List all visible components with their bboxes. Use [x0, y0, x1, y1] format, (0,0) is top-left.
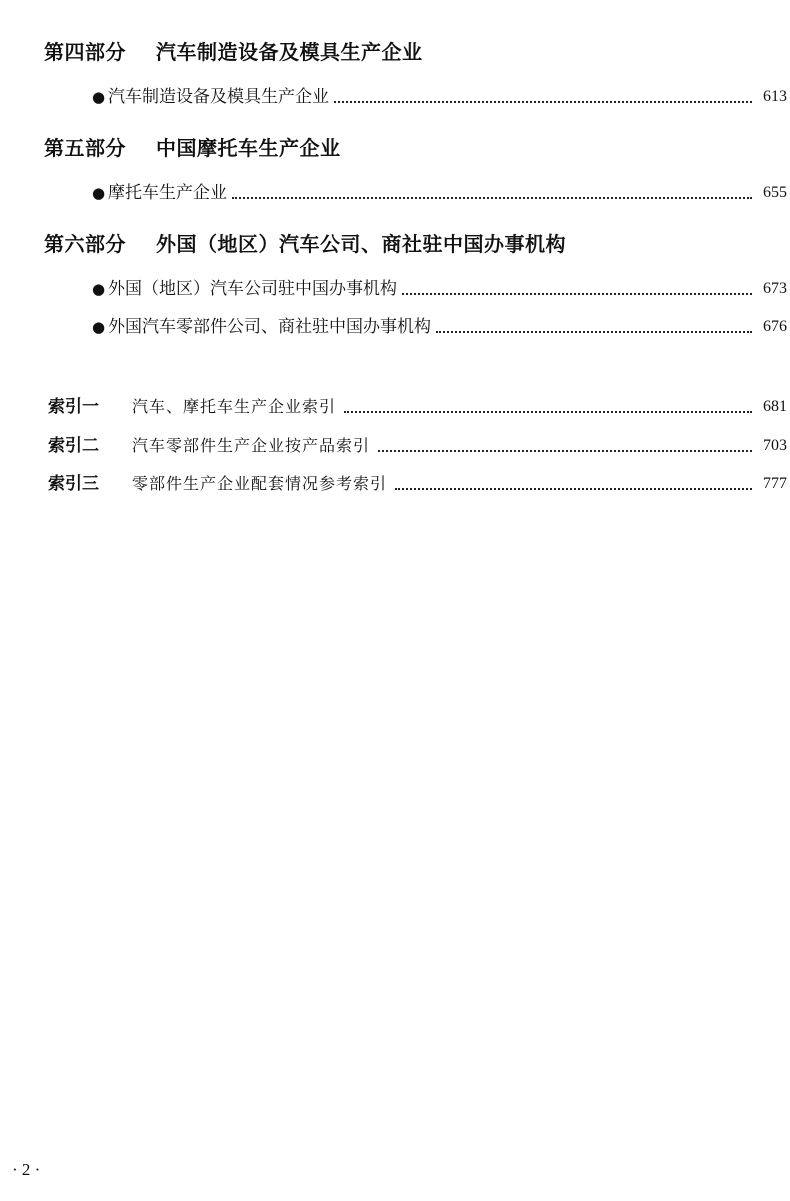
bullet-icon: ● [92, 88, 106, 106]
part-title: 外国（地区）汽车公司、商社驻中国办事机构 [156, 232, 566, 256]
index-entry-1[interactable] [48, 394, 787, 418]
toc-entry-label: 外国（地区）汽车公司驻中国办事机构 [108, 279, 397, 299]
index-page-number: 777 [763, 475, 787, 492]
toc-page-number: 673 [763, 280, 787, 297]
dot-leader [395, 488, 752, 490]
dot-leader [402, 293, 752, 295]
toc-entry-label: 汽车制造设备及模具生产企业 [108, 87, 329, 107]
toc-page-number: 613 [763, 88, 787, 105]
toc-entry[interactable] [92, 276, 787, 300]
index-entry-3[interactable] [48, 471, 787, 495]
bullet-icon: ● [92, 184, 106, 202]
toc-page-number: 655 [763, 184, 787, 201]
index-label: 汽车零部件生产企业按产品索引 [132, 436, 371, 455]
bullet-icon: ● [92, 318, 106, 336]
part-number: 第四部分 [44, 40, 126, 64]
toc-entry-label: 摩托车生产企业 [108, 183, 227, 203]
dot-leader [344, 411, 752, 413]
toc-entry[interactable] [92, 84, 787, 108]
bullet-icon: ● [92, 280, 106, 298]
dot-leader [436, 331, 752, 333]
index-label: 汽车、摩托车生产企业索引 [132, 397, 337, 416]
dot-leader [334, 101, 752, 103]
part-title: 汽车制造设备及模具生产企业 [156, 40, 423, 64]
part-title: 中国摩托车生产企业 [156, 136, 341, 160]
page-number: · 2 · [12, 1160, 41, 1179]
toc-entry-label: 外国汽车零部件公司、商社驻中国办事机构 [108, 317, 431, 337]
dot-leader [378, 450, 752, 452]
index-name: 索引一 [48, 397, 99, 417]
part-heading-4 [44, 36, 423, 65]
part-heading-6 [44, 228, 566, 257]
index-page-number: 681 [763, 398, 787, 415]
part-number: 第五部分 [44, 136, 126, 160]
index-entry-2[interactable] [48, 433, 787, 457]
index-page-number: 703 [763, 437, 787, 454]
part-heading-5 [44, 132, 341, 161]
toc-entry[interactable] [92, 314, 787, 338]
part-number: 第六部分 [44, 232, 126, 256]
toc-page-number: 676 [763, 318, 787, 335]
toc-entry[interactable] [92, 180, 787, 204]
index-name: 索引三 [48, 474, 99, 494]
index-label: 零部件生产企业配套情况参考索引 [132, 474, 388, 493]
index-name: 索引二 [48, 436, 99, 456]
dot-leader [232, 197, 752, 199]
